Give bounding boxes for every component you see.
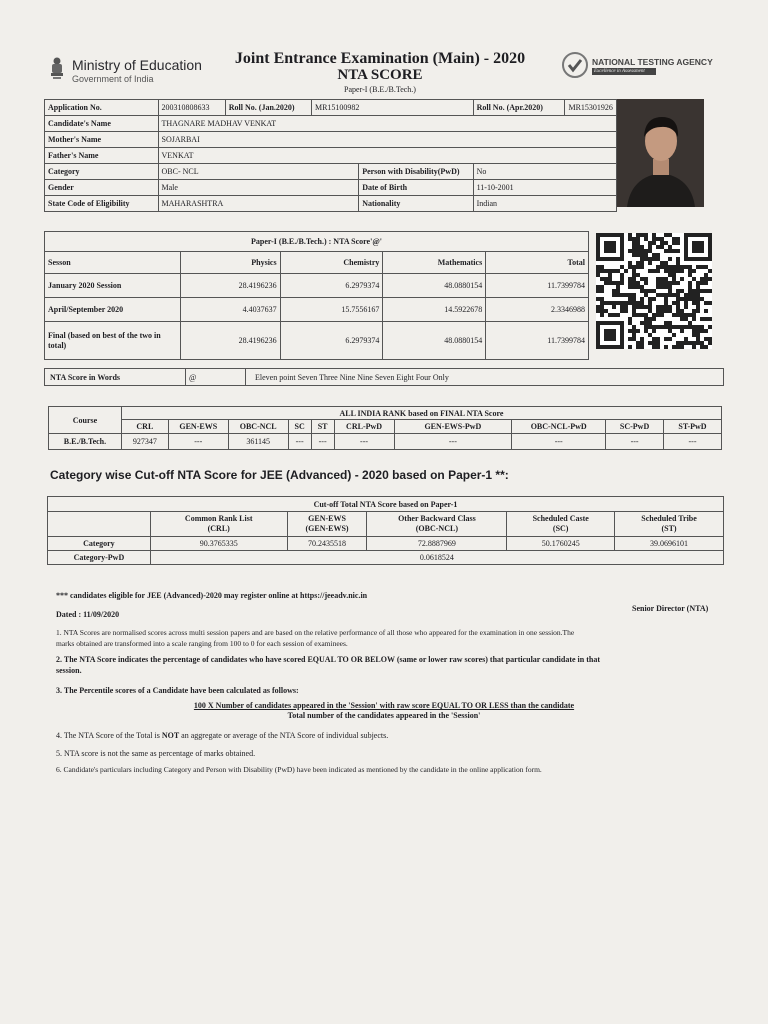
candidate-photo	[617, 99, 704, 207]
paper-label: Paper-I (B.E./B.Tech.)	[344, 85, 416, 94]
table-row	[45, 232, 589, 252]
table-row	[45, 274, 589, 298]
eligibility-text: *** candidates eligible for JEE (Advanced)-2020 may register online at	[56, 591, 298, 600]
table-row	[45, 148, 617, 164]
words-value: Eleven point Seven Three Nine Nine Seven Eight Four Only	[255, 373, 449, 382]
roll-apr: MR15301926	[565, 100, 617, 116]
col-sublabel: (CRL)	[207, 524, 230, 533]
table-row	[49, 434, 722, 450]
roll-jan: MR15100982	[311, 100, 473, 116]
all-india-rank-table	[48, 406, 722, 450]
eligibility-note	[56, 591, 367, 600]
cutoff-pwd: 0.0618524	[150, 551, 723, 565]
total-score: 2.3346988	[486, 298, 589, 322]
rank-st-pwd: ---	[664, 434, 722, 450]
chemistry-score: 6.2979374	[280, 274, 383, 298]
roll-apr-label: Roll No. (Apr.2020)	[473, 100, 565, 116]
col-total: Total	[486, 252, 589, 274]
col-obc-ncl	[367, 512, 507, 537]
col-st: ST	[311, 420, 334, 434]
col-obc-ncl: OBC-NCL	[228, 420, 288, 434]
col-crl	[150, 512, 287, 537]
col-crl: CRL	[121, 420, 168, 434]
col-session: Sesson	[45, 252, 181, 274]
col-sublabel: (ST)	[661, 524, 677, 533]
note-2: 2. The NTA Score indicates the percentage of candidates who have scored EQUAL TO OR BELOW (same or lower raw scores) that particular candidate in that	[56, 655, 600, 664]
mathematics-score: 48.0880154	[383, 274, 486, 298]
divider	[245, 369, 246, 385]
table-row	[48, 551, 724, 565]
col-sublabel: (GEN-EWS)	[305, 524, 349, 533]
table-row	[45, 164, 617, 180]
col-obc-ncl-pwd: OBC-NCL-PwD	[512, 420, 606, 434]
note-3: 3. The Percentile scores of a Candidate have been calculated as follows:	[56, 686, 299, 695]
table-row	[45, 116, 617, 132]
rank-sc: ---	[288, 434, 311, 450]
category-label: Category	[45, 164, 159, 180]
col-sublabel: (OBC-NCL)	[415, 524, 458, 533]
table-row	[45, 196, 617, 212]
col-label: Scheduled Tribe	[641, 514, 697, 523]
col-crl-pwd: CRL-PwD	[334, 420, 394, 434]
table-row	[48, 537, 724, 551]
rank-gen-ews: ---	[168, 434, 228, 450]
note-4-pre: 4. The NTA Score of the Total is	[56, 731, 160, 740]
score-in-words	[44, 368, 724, 386]
col-mathematics: Mathematics	[383, 252, 486, 274]
gender-label: Gender	[45, 180, 159, 196]
col-label: GEN-EWS	[308, 514, 346, 523]
note-4	[56, 731, 388, 740]
nationality-label: Nationality	[359, 196, 473, 212]
table-row	[49, 420, 722, 434]
cutoff-table	[47, 496, 724, 565]
note-1: 1. NTA Scores are normalised scores across multi session papers and are based on the relative performance of all those who appeared for the examination in one session.The	[56, 628, 575, 637]
person-photo-icon	[617, 99, 704, 207]
chemistry-score: 6.2979374	[280, 322, 383, 360]
table-row	[45, 252, 589, 274]
note-1-cont: marks obtained are transformed into a scale ranging from 100 to 0 for each session of examinees.	[56, 639, 348, 648]
col-label: Other Backward Class	[398, 514, 476, 523]
score-title: NTA SCORE	[337, 67, 423, 83]
col-label: Common Rank List	[184, 514, 253, 523]
col-sc-pwd: SC-PwD	[606, 420, 664, 434]
dob-label: Date of Birth	[359, 180, 473, 196]
roll-jan-label: Roll No. (Jan.2020)	[225, 100, 311, 116]
chemistry-score: 15.7556167	[280, 298, 383, 322]
note-5: 5. NTA score is not the same as percentage of marks obtained.	[56, 749, 256, 758]
cutoff-gen-ews: 70.2435518	[287, 537, 367, 551]
mother-name: SOJARBAI	[158, 132, 616, 148]
agency-tagline: Excellence in Assessment	[592, 68, 656, 75]
col-gen-ews: GEN-EWS	[168, 420, 228, 434]
national-emblem-icon	[48, 56, 66, 86]
rank-obc-ncl: 361145	[228, 434, 288, 450]
table-row	[45, 132, 617, 148]
pwd-label: Category-PwD	[48, 551, 151, 565]
dob-value: 11-10-2001	[473, 180, 616, 196]
rank-obc-ncl-pwd: ---	[512, 434, 606, 450]
cutoff-crl: 90.3765335	[150, 537, 287, 551]
government-name: Government of India	[72, 74, 154, 84]
course-name: B.E./B.Tech.	[49, 434, 122, 450]
col-st	[615, 512, 724, 537]
cutoff-sc: 50.1760245	[507, 537, 615, 551]
col-sc	[507, 512, 615, 537]
rank-crl-pwd: ---	[334, 434, 394, 450]
category-value: OBC- NCL	[158, 164, 359, 180]
nta-emblem-icon	[562, 52, 588, 78]
table-row	[45, 298, 589, 322]
father-name: VENKAT	[158, 148, 616, 164]
application-no: 200310808633	[158, 100, 225, 116]
signatory: Senior Director (NTA)	[632, 604, 709, 613]
table-row	[45, 180, 617, 196]
mother-label: Mother's Name	[45, 132, 159, 148]
rank-st: ---	[311, 434, 334, 450]
pwd-value: No	[473, 164, 616, 180]
cutoff-obc-ncl: 72.8887969	[367, 537, 507, 551]
physics-score: 4.4037637	[180, 298, 280, 322]
pwd-label: Person with Disability(PwD)	[359, 164, 473, 180]
table-row	[49, 407, 722, 420]
session-name: Final (based on best of the two in total)	[45, 322, 181, 360]
agency-name: NATIONAL TESTING AGENCY	[592, 57, 713, 67]
physics-score: 28.4196236	[180, 322, 280, 360]
note-4-emphasis: NOT	[161, 731, 180, 740]
total-score: 11.7399784	[486, 322, 589, 360]
cutoff-heading: Cut-off Total NTA Score based on Paper-1	[48, 497, 724, 512]
rank-gen-ews-pwd: ---	[394, 434, 512, 450]
application-label: Application No.	[45, 100, 159, 116]
words-label: NTA Score in Words	[50, 373, 121, 382]
col-physics: Physics	[180, 252, 280, 274]
table-row	[45, 322, 589, 360]
nta-logo	[562, 52, 732, 82]
score-heading: Paper-I (B.E./B.Tech.) : NTA Score'@'	[45, 232, 589, 252]
name-label: Candidate's Name	[45, 116, 159, 132]
category-label: Category	[48, 537, 151, 551]
nationality-value: Indian	[473, 196, 616, 212]
ministry-logo	[44, 52, 224, 92]
jee-advanced-link[interactable]: https://jeeadv.nic.in	[300, 591, 368, 600]
mathematics-score: 14.5922678	[383, 298, 486, 322]
table-row	[48, 497, 724, 512]
col-gen-ews-pwd: GEN-EWS-PwD	[394, 420, 512, 434]
note-2-cont: session.	[56, 666, 82, 675]
col-st-pwd: ST-PwD	[664, 420, 722, 434]
col-label: Scheduled Caste	[532, 514, 589, 523]
cutoff-title: Category wise Cut-off NTA Score for JEE (Advanced) - 2020 based on Paper-1 **:	[50, 468, 509, 482]
session-name: April/September 2020	[45, 298, 181, 322]
nta-score-table	[44, 231, 589, 360]
state-label: State Code of Eligibility	[45, 196, 159, 212]
words-symbol: @	[189, 373, 197, 382]
blank-cell	[48, 512, 151, 537]
total-score: 11.7399784	[486, 274, 589, 298]
ministry-name: Ministry of Education	[72, 57, 202, 73]
divider	[185, 369, 186, 385]
course-label: Course	[49, 407, 122, 434]
candidate-details-table	[44, 99, 617, 212]
cutoff-st: 39.0696101	[615, 537, 724, 551]
candidate-name: THAGNARE MADHAV VENKAT	[158, 116, 616, 132]
qr-code	[596, 233, 712, 349]
rank-crl: 927347	[121, 434, 168, 450]
dated: Dated : 11/09/2020	[56, 610, 120, 619]
gender-value: Male	[158, 180, 359, 196]
rank-heading: ALL INDIA RANK based on FINAL NTA Score	[121, 407, 721, 420]
note-6: 6. Candidate's particulars including Category and Person with Disability (PwD) have been indicated as mentioned by the candidate in the online application form.	[56, 765, 542, 774]
note-4-post: an aggregate or average of the NTA Score of individual subjects.	[181, 731, 389, 740]
col-sc: SC	[288, 420, 311, 434]
col-gen-ews	[287, 512, 367, 537]
qr-code-icon	[596, 233, 712, 349]
state-value: MAHARASHTRA	[158, 196, 359, 212]
father-label: Father's Name	[45, 148, 159, 164]
formula-denominator: Total number of the candidates appeared in the 'Session'	[287, 711, 481, 720]
rank-sc-pwd: ---	[606, 434, 664, 450]
physics-score: 28.4196236	[180, 274, 280, 298]
table-row	[48, 512, 724, 537]
session-name: January 2020 Session	[45, 274, 181, 298]
mathematics-score: 48.0880154	[383, 322, 486, 360]
table-row	[45, 100, 617, 116]
col-sublabel: (SC)	[552, 524, 569, 533]
formula-numerator: 100 X Number of candidates appeared in the 'Session' with raw score EQUAL TO OR LESS than the candidate	[193, 701, 575, 710]
exam-title: Joint Entrance Examination (Main) - 2020	[234, 50, 526, 67]
col-chemistry: Chemistry	[280, 252, 383, 274]
